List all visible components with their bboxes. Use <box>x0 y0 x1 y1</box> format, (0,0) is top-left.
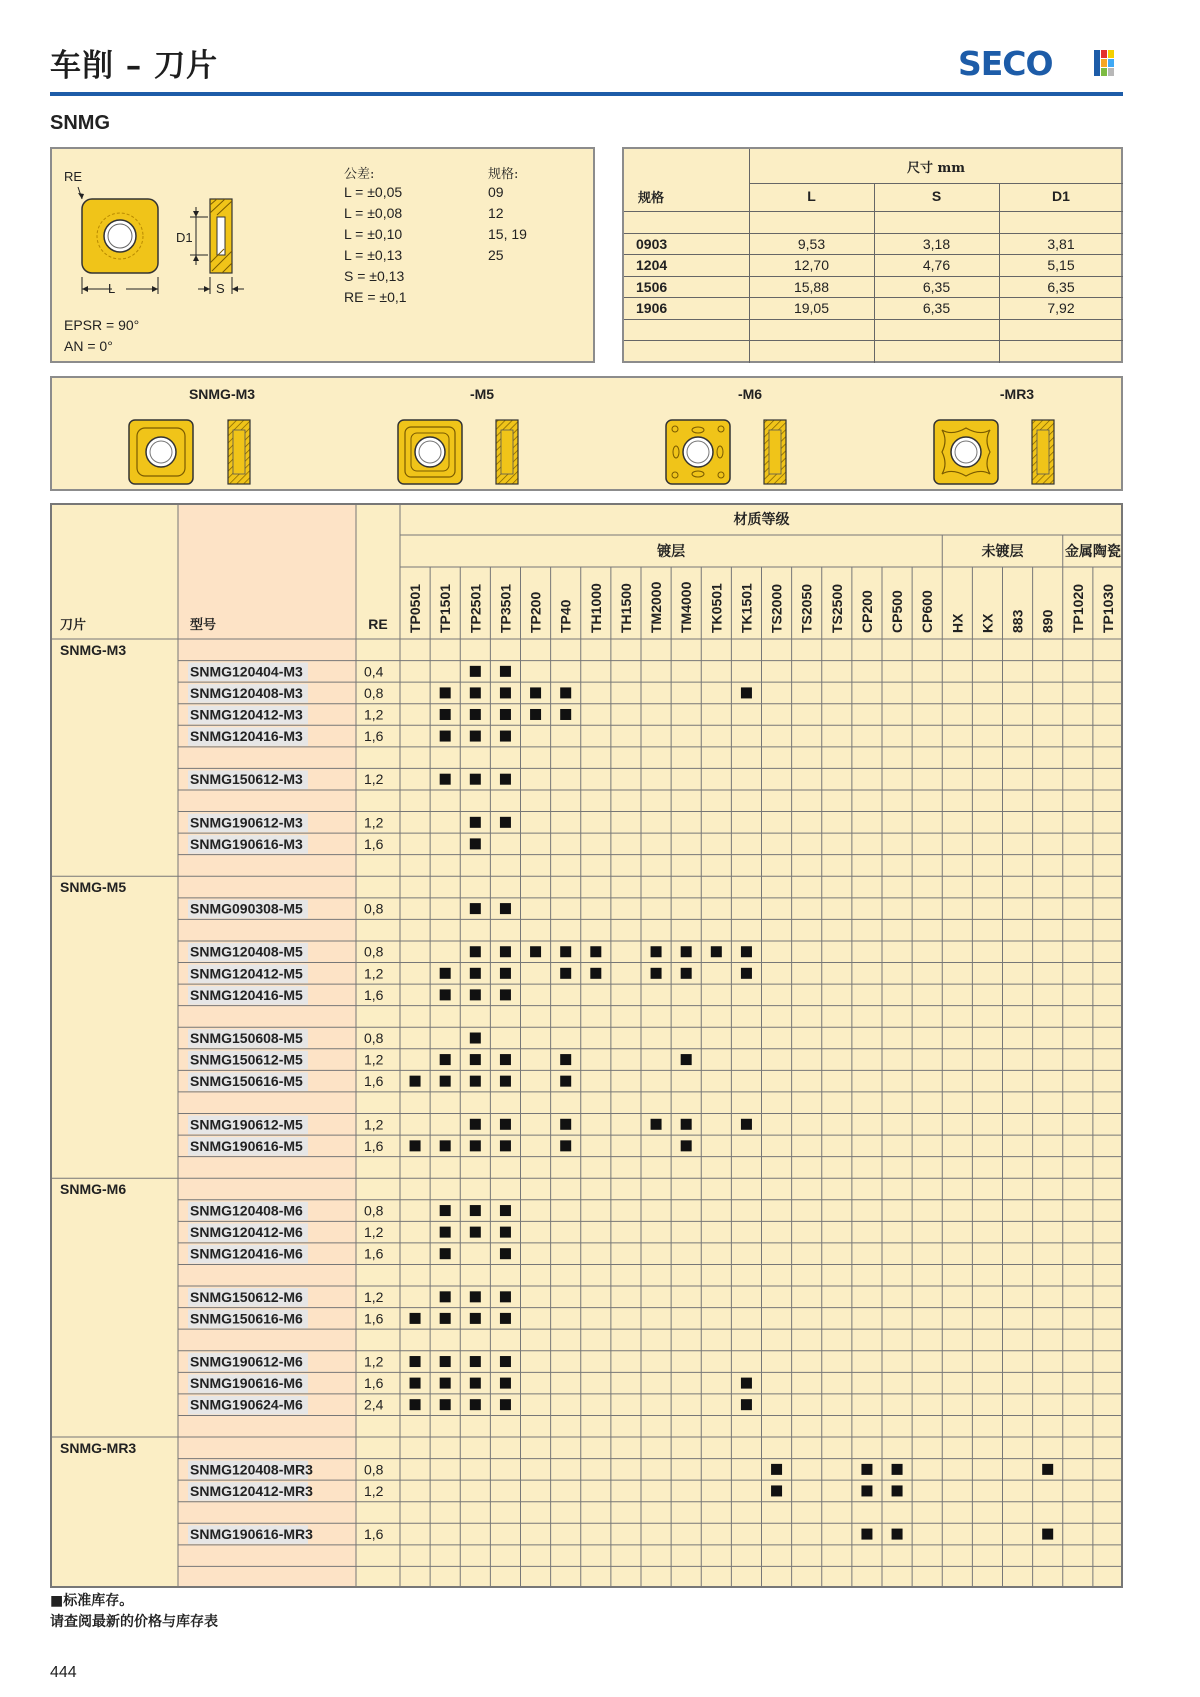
model-name: SNMG120412-M5 <box>190 965 303 982</box>
model-name: SNMG090308-M5 <box>190 900 303 917</box>
dimension-d1: 7,92 <box>1047 300 1075 316</box>
re-value: 1,6 <box>364 986 384 1003</box>
stock-mark <box>530 946 541 957</box>
re-value: 1,2 <box>364 1051 384 1068</box>
spec-value: 09 <box>488 184 504 200</box>
dimension-spec: 1906 <box>636 300 668 316</box>
grade-column-label: 890 <box>1039 609 1056 633</box>
grade-column-label: TP3501 <box>497 583 514 633</box>
dimension-spec: 1506 <box>636 279 668 295</box>
dimension-d1: 3,81 <box>1047 236 1075 252</box>
grade-column-label: TP40 <box>557 599 574 633</box>
model-name: SNMG120416-M6 <box>190 1245 303 1262</box>
stock-mark <box>560 968 571 979</box>
stock-mark <box>500 1119 511 1130</box>
stock-mark <box>470 1076 481 1087</box>
stock-mark <box>651 1119 662 1130</box>
grade-column-label: 883 <box>1009 609 1026 633</box>
re-value: 1,2 <box>364 1353 384 1370</box>
stock-mark <box>440 774 451 785</box>
stock-mark <box>440 1378 451 1389</box>
an-value: AN = 0° <box>64 338 113 354</box>
model-name: SNMG150612-M5 <box>190 1051 303 1068</box>
stock-mark <box>440 968 451 979</box>
model-name: SNMG120412-MR3 <box>190 1482 313 1499</box>
model-name: SNMG190616-MR3 <box>190 1526 313 1543</box>
stock-mark <box>470 666 481 677</box>
dimension-s: 6,35 <box>922 279 951 295</box>
grade-column-label: TK0501 <box>708 583 725 633</box>
model-name: SNMG150612-M3 <box>190 771 303 788</box>
chipbreaker-panel <box>50 376 1123 491</box>
re-value: 1,2 <box>364 1482 384 1499</box>
stock-mark <box>741 1119 752 1130</box>
re-value: 0,8 <box>364 900 384 917</box>
stock-mark <box>560 709 571 720</box>
stock-mark <box>470 1033 481 1044</box>
re-value: 1,6 <box>364 835 384 852</box>
tolerance-value: L = ±0,08 <box>344 205 403 221</box>
stock-mark <box>892 1464 903 1475</box>
stock-mark <box>410 1378 421 1389</box>
re-value: 1,6 <box>364 1375 384 1392</box>
model-name: SNMG150608-M5 <box>190 1030 303 1047</box>
stock-mark <box>470 687 481 698</box>
stock-mark <box>741 1399 752 1410</box>
grade-column-label: HX <box>949 613 966 633</box>
model-name: SNMG190612-M6 <box>190 1353 303 1370</box>
re-value: 0,8 <box>364 1030 384 1047</box>
grade-top-header: 材质等级 <box>733 512 790 528</box>
stock-mark <box>711 946 722 957</box>
page-title: 车削 – 刀片 <box>50 48 219 84</box>
stock-mark <box>500 666 511 677</box>
dimension-d1: 6,35 <box>1047 279 1075 295</box>
grade-column-label: TP200 <box>527 591 544 633</box>
stock-mark <box>470 1140 481 1151</box>
tolerance-value: RE = ±0,1 <box>344 289 407 305</box>
re-value: 1,2 <box>364 1116 384 1133</box>
model-name: SNMG120404-M3 <box>190 663 303 680</box>
stock-mark <box>500 1140 511 1151</box>
stock-mark <box>560 946 571 957</box>
header-rule <box>50 92 1123 96</box>
model-column-header: 型号 <box>190 618 217 633</box>
chipbreaker-label-m5: -M5 <box>469 386 495 402</box>
stock-mark <box>500 1205 511 1216</box>
grade-column-label: TM4000 <box>678 581 695 633</box>
stock-mark <box>410 1399 421 1410</box>
brand-logo-mark-icon <box>1094 50 1116 76</box>
stock-mark <box>500 731 511 742</box>
insert-column-header: 刀片 <box>60 618 87 633</box>
stock-mark <box>590 946 601 957</box>
stock-mark <box>500 1076 511 1087</box>
model-name: SNMG120408-M5 <box>190 943 303 960</box>
stock-mark <box>470 946 481 957</box>
re-value: 1,6 <box>364 1526 384 1543</box>
stock-mark <box>500 1054 511 1065</box>
insert-m5-icon <box>398 420 518 484</box>
insert-family-label: SNMG-M5 <box>60 879 127 896</box>
stock-mark <box>500 817 511 828</box>
stock-mark <box>741 687 752 698</box>
brand-logo: SECO <box>958 44 1053 83</box>
grade-group-label: 未镀层 <box>981 544 1024 560</box>
stock-mark <box>741 1378 752 1389</box>
stock-mark <box>470 731 481 742</box>
dimension-spec: 1204 <box>636 257 668 273</box>
re-value: 0,8 <box>364 1461 384 1478</box>
stock-mark <box>410 1356 421 1367</box>
stock-mark <box>470 1054 481 1065</box>
grade-group-label: 镀层 <box>657 544 686 560</box>
grade-column-label: CP600 <box>919 590 936 633</box>
stock-mark <box>500 1356 511 1367</box>
insert-mr3-icon <box>934 420 1054 484</box>
dimension-col-l: L <box>807 188 816 204</box>
stock-mark <box>892 1529 903 1540</box>
stock-mark <box>892 1485 903 1496</box>
chipbreaker-label-m3: SNMG-M3 <box>188 386 256 402</box>
stock-mark <box>500 1291 511 1302</box>
dimension-col-s: S <box>931 188 942 204</box>
re-value: 1,6 <box>364 1310 384 1327</box>
model-name: SNMG190616-M6 <box>190 1375 303 1392</box>
stock-mark <box>440 1248 451 1259</box>
model-name: SNMG150616-M6 <box>190 1310 303 1327</box>
stock-mark <box>530 709 541 720</box>
stock-mark <box>440 989 451 1000</box>
chipbreaker-label-m6: -M6 <box>737 386 763 402</box>
insert-family-label: SNMG-M6 <box>60 1180 127 1197</box>
model-name: SNMG150612-M6 <box>190 1288 303 1305</box>
stock-mark <box>440 687 451 698</box>
stock-mark <box>470 989 481 1000</box>
l-label: L <box>108 281 116 296</box>
stock-mark <box>440 1227 451 1238</box>
stock-mark <box>500 1378 511 1389</box>
grade-column-label: KX <box>979 613 996 633</box>
dimension-s: 4,76 <box>922 257 951 273</box>
stock-mark <box>651 968 662 979</box>
re-value: 0,8 <box>364 1202 384 1219</box>
re-value: 1,6 <box>364 728 384 745</box>
model-name: SNMG150616-M5 <box>190 1073 303 1090</box>
tolerance-value: S = ±0,13 <box>344 268 405 284</box>
re-value: 1,6 <box>364 1245 384 1262</box>
stock-mark <box>741 968 752 979</box>
dimension-spec: 0903 <box>636 236 668 252</box>
stock-mark <box>681 1140 692 1151</box>
re-value: 0,4 <box>364 663 384 680</box>
d1-label: D1 <box>176 230 193 245</box>
stock-legend: ■标准库存。 <box>50 1593 134 1609</box>
grade-column-label: TH1500 <box>617 583 634 633</box>
tolerance-value: L = ±0,13 <box>344 247 403 263</box>
stock-mark <box>470 774 481 785</box>
stock-mark <box>470 1227 481 1238</box>
stock-mark <box>470 838 481 849</box>
stock-mark <box>440 1356 451 1367</box>
model-name: SNMG120412-M3 <box>190 706 303 723</box>
insert-m6-icon <box>666 420 786 484</box>
model-name: SNMG120408-MR3 <box>190 1461 313 1478</box>
model-name: SNMG190612-M3 <box>190 814 303 831</box>
re-value: 0,8 <box>364 943 384 960</box>
re-value: 2,4 <box>364 1396 384 1413</box>
grade-column-label: TP1020 <box>1069 583 1086 633</box>
stock-mark <box>1042 1529 1053 1540</box>
stock-mark <box>470 709 481 720</box>
stock-mark <box>500 968 511 979</box>
re-value: 1,2 <box>364 771 384 788</box>
dimension-spec-header: 规格 <box>638 191 665 206</box>
stock-mark <box>410 1140 421 1151</box>
stock-mark <box>470 903 481 914</box>
stock-mark <box>771 1464 782 1475</box>
spec-value: 12 <box>488 205 504 221</box>
stock-mark <box>590 968 601 979</box>
tolerance-value: L = ±0,10 <box>344 226 403 242</box>
stock-mark <box>440 1140 451 1151</box>
stock-mark <box>440 1313 451 1324</box>
grade-column-label: CP500 <box>889 590 906 633</box>
grade-column-label: TP2501 <box>467 583 484 633</box>
model-name: SNMG120416-M5 <box>190 986 303 1003</box>
insert-family-label: SNMG-MR3 <box>60 1439 137 1456</box>
stock-mark <box>560 1119 571 1130</box>
re-value: 1,2 <box>364 1224 384 1241</box>
stock-mark <box>560 1076 571 1087</box>
grade-column-label: TP1030 <box>1099 583 1116 633</box>
stock-mark <box>500 774 511 785</box>
grade-column-label: TK1501 <box>738 583 755 633</box>
stock-mark <box>470 1399 481 1410</box>
stock-mark <box>861 1464 872 1475</box>
stock-mark <box>470 1119 481 1130</box>
page-number: 444 <box>50 1664 77 1681</box>
grade-column-label: TS2500 <box>828 583 845 633</box>
stock-mark <box>470 1313 481 1324</box>
re-value: 1,6 <box>364 1137 384 1154</box>
insert-m3-icon <box>129 420 250 484</box>
dimension-l: 12,70 <box>793 257 830 273</box>
stock-mark <box>440 1205 451 1216</box>
model-name: SNMG120416-M3 <box>190 728 303 745</box>
stock-mark <box>681 968 692 979</box>
stock-mark <box>470 1205 481 1216</box>
dimension-s: 6,35 <box>922 300 951 316</box>
stock-mark <box>440 1399 451 1410</box>
dimension-d1: 5,15 <box>1047 257 1075 273</box>
family-title: SNMG <box>50 112 110 134</box>
stock-mark <box>440 709 451 720</box>
stock-mark <box>500 989 511 1000</box>
tolerance-value: L = ±0,05 <box>344 184 403 200</box>
dimension-col-d1: D1 <box>1052 188 1070 204</box>
grade-column-label: TP0501 <box>407 583 424 633</box>
re-value: 1,2 <box>364 814 384 831</box>
stock-mark <box>470 968 481 979</box>
dimension-group-header: 尺寸 mm <box>906 161 966 176</box>
stock-mark <box>500 903 511 914</box>
stock-mark <box>470 1378 481 1389</box>
grade-table <box>50 503 1123 1588</box>
stock-mark <box>681 1054 692 1065</box>
stock-mark <box>861 1485 872 1496</box>
model-name: SNMG190616-M5 <box>190 1137 303 1154</box>
tolerance-header: 公差: <box>344 167 375 182</box>
re-value: 1,2 <box>364 965 384 982</box>
s-label: S <box>216 281 225 296</box>
grade-column-label: TP1501 <box>437 583 454 633</box>
re-value: 0,8 <box>364 684 384 701</box>
stock-mark <box>530 687 541 698</box>
stock-mark <box>500 687 511 698</box>
chipbreaker-label-mr3: -MR3 <box>999 386 1035 402</box>
stock-mark <box>440 1076 451 1087</box>
chipbreaker-drawings <box>52 378 1121 489</box>
stock-mark <box>1042 1464 1053 1475</box>
stock-mark <box>500 1399 511 1410</box>
stock-mark <box>500 1248 511 1259</box>
stock-mark <box>500 709 511 720</box>
price-note: 请查阅最新的价格与库存表 <box>50 1614 218 1630</box>
stock-mark <box>861 1529 872 1540</box>
spec-value: 15, 19 <box>488 226 527 242</box>
stock-mark <box>440 731 451 742</box>
stock-mark <box>470 1291 481 1302</box>
epsr-value: EPSR = 90° <box>64 317 140 333</box>
model-name: SNMG190612-M5 <box>190 1116 303 1133</box>
stock-mark <box>470 817 481 828</box>
stock-mark <box>560 1140 571 1151</box>
stock-mark <box>651 946 662 957</box>
grade-column-label: TH1000 <box>587 583 604 633</box>
grade-column-label: TS2050 <box>798 583 815 633</box>
re-value: 1,6 <box>364 1073 384 1090</box>
insert-family-label: SNMG-M3 <box>60 641 127 658</box>
stock-mark <box>410 1076 421 1087</box>
stock-mark <box>500 946 511 957</box>
grade-table-grid <box>50 503 1123 1588</box>
dimension-s: 3,18 <box>922 236 951 252</box>
stock-mark <box>470 1356 481 1367</box>
dimension-l: 15,88 <box>793 279 830 295</box>
grade-column-label: TM2000 <box>648 581 665 633</box>
stock-mark <box>500 1227 511 1238</box>
stock-mark <box>440 1291 451 1302</box>
stock-mark <box>681 946 692 957</box>
grade-group-label: 金属陶瓷 <box>1064 544 1121 560</box>
stock-mark <box>410 1313 421 1324</box>
stock-mark <box>560 1054 571 1065</box>
stock-mark <box>560 687 571 698</box>
grade-column-label: TS2000 <box>768 583 785 633</box>
model-name: SNMG120412-M6 <box>190 1224 303 1241</box>
tolerance-panel <box>50 147 595 363</box>
re-column-header: RE <box>368 616 388 632</box>
dimension-table <box>622 147 1123 363</box>
dimension-l: 19,05 <box>793 300 830 316</box>
spec-header: 规格: <box>488 167 519 182</box>
re-value: 1,2 <box>364 1288 384 1305</box>
model-name: SNMG120408-M6 <box>190 1202 303 1219</box>
model-name: SNMG120408-M3 <box>190 684 303 701</box>
spec-value: 25 <box>488 247 504 263</box>
stock-mark <box>440 1054 451 1065</box>
stock-mark <box>681 1119 692 1130</box>
model-name: SNMG190616-M3 <box>190 835 303 852</box>
grade-column-label: CP200 <box>858 590 875 633</box>
model-name: SNMG190624-M6 <box>190 1396 303 1413</box>
re-value: 1,2 <box>364 706 384 723</box>
dimension-l: 9,53 <box>797 236 826 252</box>
re-label: RE <box>64 169 83 184</box>
stock-mark <box>771 1485 782 1496</box>
stock-mark <box>741 946 752 957</box>
stock-mark <box>500 1313 511 1324</box>
